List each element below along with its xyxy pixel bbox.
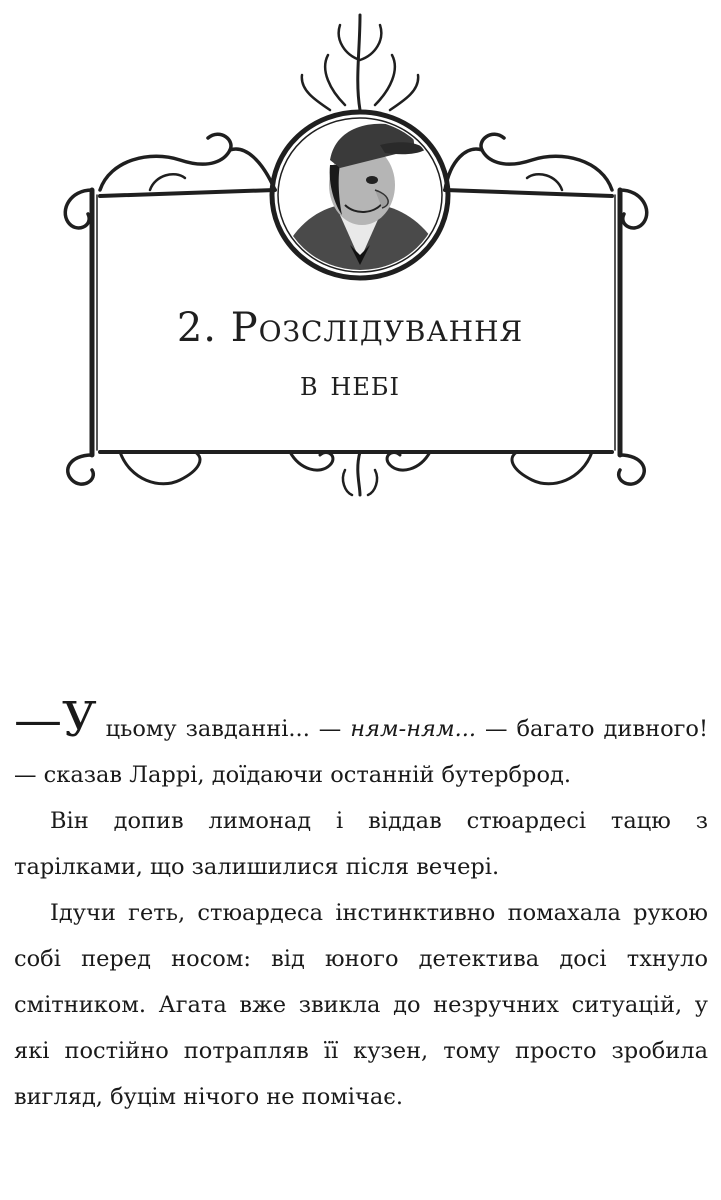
chapter-title-main: Розслідування: [230, 305, 524, 351]
chapter-title-line1: [90, 305, 610, 351]
chapter-number: 2.: [176, 305, 218, 351]
paragraph-1-italic: ням-ням...: [350, 716, 477, 742]
paragraph-2: Він допив лимонад і віддав стюардесі тацю з тарілками, що залишилися після вечері.: [14, 808, 708, 880]
chapter-body-text: [14, 692, 708, 1120]
paragraph-1-part-b: — багато дивного! — сказав Ларрі, доїдаючи останній бутерброд.: [14, 716, 708, 788]
paragraph-3: Ідучи геть, стюардеса інстинктивно помахала рукою собі перед носом: від юного детектива досі тхнуло смітником. Агата вже звикла до незручних ситуацій, у які постійно потрапляв її кузен, тому просто зробила вигляд, буцім нічого не помічає.: [14, 900, 708, 1110]
chapter-title-sub: в небі: [299, 364, 400, 404]
paragraph-1-part-a: цьому завданні... —: [96, 716, 351, 742]
paragraph-dropcap: —У: [14, 692, 97, 748]
chapter-title-line2: [90, 364, 610, 404]
paragraph-1: [14, 692, 708, 798]
chapter-ornament-frame: [0, 0, 721, 520]
